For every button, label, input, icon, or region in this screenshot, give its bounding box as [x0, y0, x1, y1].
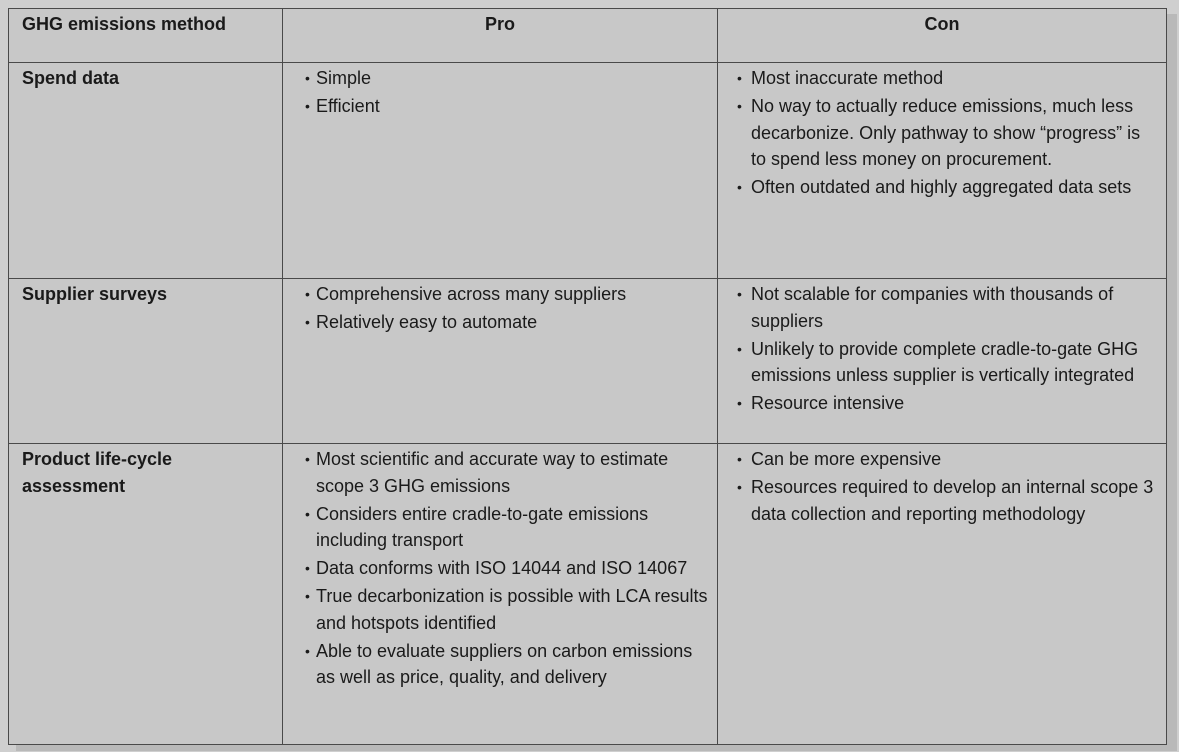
header-con	[718, 9, 1167, 63]
bullet-icon: •	[305, 98, 310, 114]
pro-list	[283, 63, 717, 120]
list-item	[718, 93, 1158, 173]
table-row	[9, 279, 1167, 444]
con-list	[718, 279, 1166, 417]
pro-list	[283, 279, 717, 336]
bullet-icon: •	[737, 479, 742, 495]
list-item	[283, 65, 709, 92]
con-text: Resources required to develop an internal scope 3 data collection and reporting methodology	[751, 477, 1154, 524]
pro-text: Comprehensive across many suppliers	[316, 284, 627, 304]
method-cell	[9, 63, 283, 279]
bullet-icon: •	[305, 70, 310, 86]
header-pro	[283, 9, 718, 63]
pro-text: Able to evaluate suppliers on carbon emissions as well as price, quality, and delivery	[316, 640, 693, 687]
con-text: Often outdated and highly aggregated data sets	[751, 177, 1132, 197]
method-label: Spend data	[22, 68, 120, 88]
method-cell	[9, 279, 283, 444]
list-item	[283, 281, 709, 308]
list-item	[718, 174, 1158, 201]
method-label: Product life-cycle assessment	[22, 449, 173, 496]
bullet-icon: •	[737, 286, 742, 302]
con-cell	[718, 63, 1167, 279]
list-item	[718, 65, 1158, 92]
list-item	[718, 281, 1158, 334]
table-row	[9, 444, 1167, 745]
pro-cell	[283, 279, 718, 444]
list-item	[718, 446, 1158, 473]
list-item	[283, 309, 709, 336]
header-method-label: GHG emissions method	[22, 14, 227, 34]
bullet-icon: •	[305, 314, 310, 330]
list-item	[718, 474, 1158, 527]
con-text: Most inaccurate method	[751, 68, 944, 88]
pro-text: Data conforms with ISO 14044 and ISO 14067	[316, 558, 688, 578]
con-text: No way to actually reduce emissions, much less decarbonize. Only pathway to show “progress” is to spend less money on procurement.	[751, 96, 1141, 169]
con-text: Not scalable for companies with thousands of suppliers	[751, 284, 1114, 331]
list-item	[283, 555, 709, 582]
pro-text: True decarbonization is possible with LCA results and hotspots identified	[316, 586, 708, 633]
pro-cell	[283, 63, 718, 279]
con-list	[718, 63, 1166, 201]
header-method	[9, 9, 283, 63]
bullet-icon: •	[305, 451, 310, 467]
con-text: Unlikely to provide complete cradle-to-gate GHG emissions unless supplier is vertically integrated	[751, 338, 1139, 385]
header-con-label: Con	[924, 14, 960, 34]
con-cell	[718, 279, 1167, 444]
pro-text: Efficient	[316, 96, 380, 116]
con-cell	[718, 444, 1167, 745]
list-item	[718, 390, 1158, 417]
table-row	[9, 63, 1167, 279]
list-item	[283, 583, 709, 636]
pro-list	[283, 444, 717, 691]
bullet-icon: •	[737, 340, 742, 357]
pro-text: Relatively easy to automate	[316, 312, 538, 332]
header-pro-label: Pro	[484, 14, 515, 34]
pro-text: Most scientific and accurate way to estimate scope 3 GHG emissions	[316, 449, 669, 496]
list-item	[718, 336, 1158, 389]
method-label: Supplier surveys	[22, 284, 168, 304]
pro-text: Considers entire cradle-to-gate emissions including transport	[316, 503, 649, 550]
list-item	[283, 93, 709, 120]
method-cell	[9, 444, 283, 745]
bullet-icon: •	[305, 505, 310, 522]
pro-cell	[283, 444, 718, 745]
list-item	[283, 638, 709, 691]
bullet-icon: •	[305, 642, 310, 659]
bullet-icon: •	[737, 98, 742, 114]
list-item	[283, 501, 709, 554]
con-text: Resource intensive	[751, 393, 905, 413]
list-item	[283, 446, 709, 499]
bullet-icon: •	[305, 560, 310, 576]
bullet-icon: •	[737, 451, 742, 467]
con-list	[718, 444, 1166, 527]
bullet-icon: •	[305, 286, 310, 302]
pro-text: Simple	[316, 68, 372, 88]
header-row	[9, 9, 1167, 63]
bullet-icon: •	[305, 588, 310, 604]
bullet-icon: •	[737, 395, 742, 411]
con-text: Can be more expensive	[751, 449, 942, 469]
ghg-methods-table	[8, 8, 1167, 745]
bullet-icon: •	[737, 70, 742, 86]
bullet-icon: •	[737, 179, 742, 195]
